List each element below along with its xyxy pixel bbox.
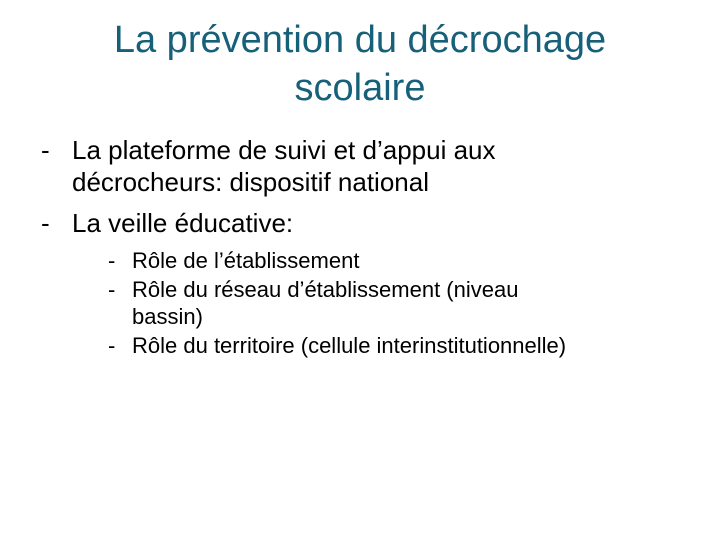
sub-bullet-marker: - <box>108 277 116 302</box>
sub-bullet-marker: - <box>108 333 116 358</box>
bullet-marker: - <box>41 135 50 165</box>
bullet-text-line: La plateforme de suivi et d’appui aux <box>72 135 496 165</box>
bullet-text-line: La veille éducative: <box>72 208 294 238</box>
slide-title <box>30 16 690 112</box>
sub-bullet-text-line: Rôle du territoire (cellule interinstitutionnelle) <box>132 333 567 358</box>
sub-bullet-territoire <box>72 332 710 359</box>
bullet-text-line: décrocheurs: dispositif national <box>72 167 429 197</box>
sub-bullet-text-line: bassin) <box>132 304 203 329</box>
sub-bullet-marker: - <box>108 248 116 273</box>
slide-body <box>40 134 710 368</box>
bullet-veille-educative <box>40 207 710 359</box>
slide-title-line-2: scolaire <box>294 67 426 109</box>
sub-bullet-text-line: Rôle du réseau d’établissement (niveau <box>132 277 519 302</box>
sub-bullet-reseau <box>72 276 710 330</box>
bullet-marker: - <box>41 208 50 238</box>
sub-bullet-etablissement <box>72 247 710 274</box>
sub-bullet-list <box>72 247 710 359</box>
sub-bullet-text-line: Rôle de l’établissement <box>132 248 360 273</box>
bullet-plateforme <box>40 134 710 198</box>
slide-title-line-1: La prévention du décrochage <box>113 19 607 61</box>
